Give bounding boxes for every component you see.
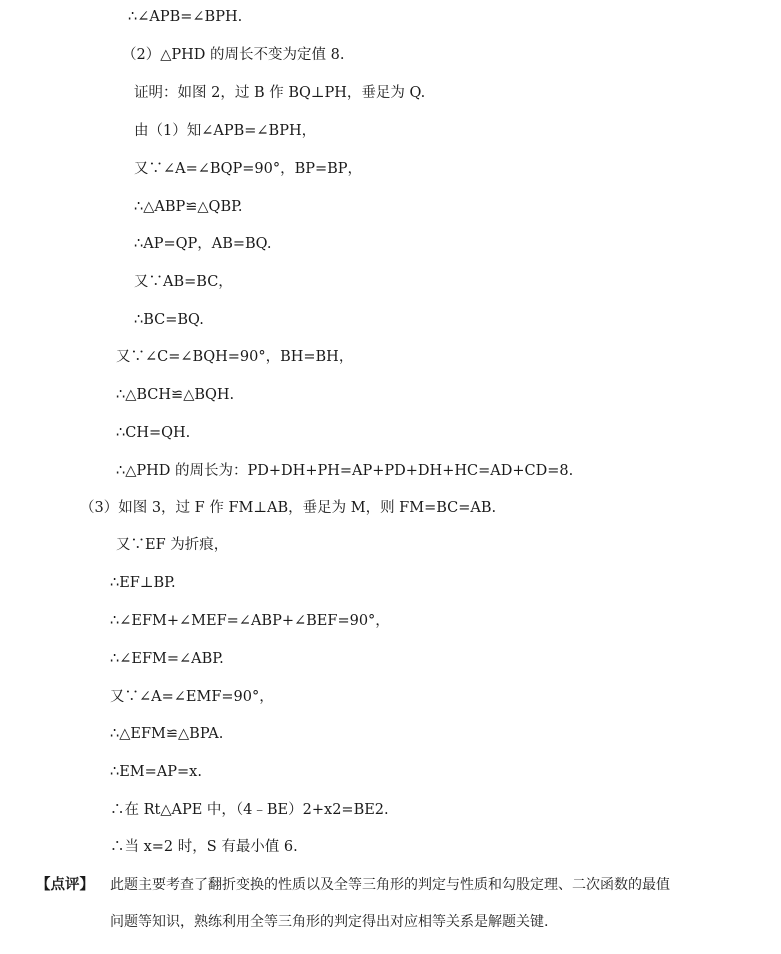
solution-line: （3）如图 3，过 F 作 FM⊥AB，垂足为 M，则 FM=BC=AB. xyxy=(80,500,497,516)
solution-line: ∴△ABP≌△QBP. xyxy=(134,199,243,215)
solution-line: ∴在 Rt△APE 中，（4﹣BE）2+x2=BE2. xyxy=(110,802,389,818)
solution-line: ∴∠EFM=∠ABP. xyxy=(110,651,224,667)
solution-line: ∴BC=BQ. xyxy=(134,312,204,328)
solution-line: ∴△BCH≌△BQH. xyxy=(116,387,235,403)
comment-tag: 【点评】 xyxy=(36,876,94,893)
solution-line: ∴AP=QP，AB=BQ. xyxy=(134,236,272,252)
solution-line: ∴当 x=2 时，S 有最小值 6. xyxy=(110,839,298,855)
solution-line: 又∵AB=BC， xyxy=(134,274,233,290)
solution-line: ∴△PHD 的周长为：PD+DH+PH=AP+PD+DH+HC=AD+CD=8. xyxy=(116,463,574,479)
comment-line: 此题主要考查了翻折变换的性质以及全等三角形的判定与性质和勾股定理、二次函数的最值 xyxy=(110,877,670,893)
solution-line: ∴EF⊥BP. xyxy=(110,575,176,591)
solution-line: 又∵∠A=∠EMF=90°， xyxy=(110,689,274,705)
solution-line: 由（1）知∠APB=∠BPH， xyxy=(134,123,317,139)
solution-line: 又∵EF 为折痕， xyxy=(116,537,229,553)
solution-line: ∴∠EFM+∠MEF=∠ABP+∠BEF=90°， xyxy=(110,613,390,629)
solution-line: 又∵∠A=∠BQP=90°，BP=BP， xyxy=(134,161,363,177)
solution-line: ∴△EFM≌△BPA. xyxy=(110,726,224,742)
solution-line: ∴EM=AP=x. xyxy=(110,764,202,780)
comment-line: 问题等知识，熟练利用全等三角形的判定得出对应相等关系是解题关键. xyxy=(110,914,549,930)
solution-line: （2）△PHD 的周长不变为定值 8. xyxy=(122,47,345,63)
solution-line: ∴∠APB=∠BPH. xyxy=(128,9,243,25)
solution-line: 证明：如图 2，过 B 作 BQ⊥PH，垂足为 Q. xyxy=(134,85,426,101)
solution-line: 又∵∠C=∠BQH=90°，BH=BH， xyxy=(116,349,354,365)
solution-line: ∴CH=QH. xyxy=(116,425,191,441)
